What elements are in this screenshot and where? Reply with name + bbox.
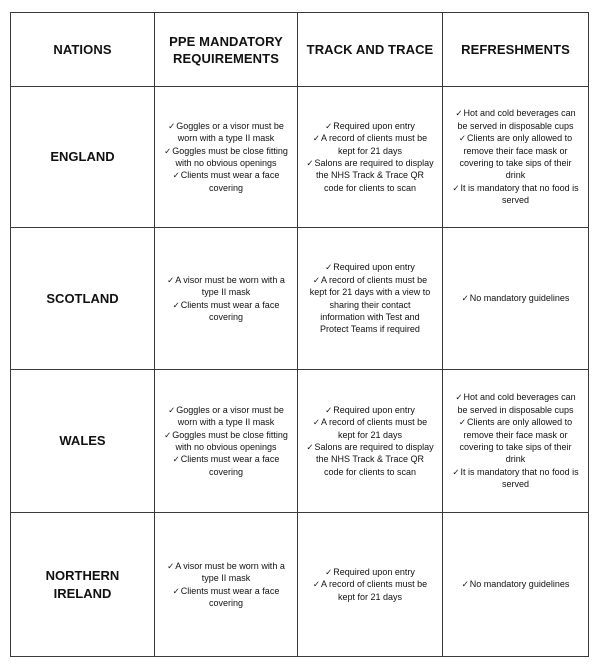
list-item <box>163 453 289 478</box>
list-item <box>306 404 434 416</box>
table-row-scotland <box>11 228 589 370</box>
refreshments-cell <box>443 228 589 370</box>
list-item <box>306 441 434 478</box>
list-item-text: Required upon entry <box>333 566 415 577</box>
refreshments-cell <box>443 87 589 228</box>
list-item-text: A record of clients must be kept for 21 days <box>321 417 428 440</box>
checkmark-icon: ✓ <box>172 299 180 310</box>
covid-salon-guidelines-table <box>10 12 589 657</box>
checkmark-icon: ✓ <box>461 579 469 590</box>
header-refreshments: REFRESHMENTS <box>443 13 589 87</box>
list-item <box>163 429 289 454</box>
list-item-text: Salons are required to display the NHS Track & Trace QR code for clients to scan <box>314 158 434 193</box>
header-track-and-trace: TRACK AND TRACE <box>298 13 443 87</box>
list-item-text: Clients must wear a face covering <box>180 299 280 322</box>
list-item <box>451 292 580 304</box>
checkmark-icon: ✓ <box>172 170 180 181</box>
list-item <box>306 566 434 578</box>
list-item-text: Goggles must be close fitting with no obvious openings <box>172 145 288 168</box>
list-item <box>306 578 434 603</box>
list-item <box>163 120 289 145</box>
list-item <box>163 274 289 299</box>
track-and-trace-cell <box>298 87 443 228</box>
refreshments-cell <box>443 370 589 513</box>
list-item-text: A record of clients must be kept for 21 days <box>321 133 428 156</box>
ppe-cell <box>155 370 298 513</box>
nation-cell: WALES <box>11 370 155 513</box>
list-item <box>163 585 289 610</box>
list-item-text: Salons are required to display the NHS Track & Trace QR code for clients to scan <box>314 442 434 477</box>
checkmark-icon: ✓ <box>312 579 321 590</box>
table-row-northern-ireland <box>11 513 589 657</box>
checkmark-icon: ✓ <box>452 182 460 193</box>
list-item-text: A record of clients must be kept for 21 days with a view to sharing their contact information with Test and Protect Teams if required <box>309 274 431 335</box>
checkmark-icon: ✓ <box>172 585 180 596</box>
list-item-text: Clients are only allowed to remove their face mask or covering to take sips of their drink <box>459 417 573 465</box>
list-item <box>163 169 289 194</box>
checkmark-icon: ✓ <box>167 274 175 285</box>
nation-cell: SCOTLAND <box>11 228 155 370</box>
list-item-text: It is mandatory that no food is served <box>460 466 579 490</box>
list-item-text: Required upon entry <box>333 120 415 131</box>
list-item <box>451 182 580 207</box>
list-item <box>451 466 580 491</box>
nation-cell: NORTHERN IRELAND <box>11 513 155 657</box>
list-item <box>451 578 580 590</box>
list-item <box>306 120 434 132</box>
list-item <box>451 107 580 132</box>
list-item-text: Goggles or a visor must be worn with a type II mask <box>176 404 284 428</box>
list-item-text: It is mandatory that no food is served <box>460 182 579 206</box>
list-item-text: A record of clients must be kept for 21 days <box>321 579 428 602</box>
checkmark-icon: ✓ <box>325 120 333 131</box>
track-and-trace-cell <box>298 370 443 513</box>
list-item-text: Goggles or a visor must be worn with a type II mask <box>176 120 284 144</box>
list-item-text: Goggles must be close fitting with no obvious openings <box>172 429 288 452</box>
list-item <box>451 416 580 466</box>
checkmark-icon: ✓ <box>168 120 176 131</box>
checkmark-icon: ✓ <box>452 466 460 477</box>
header-row <box>11 13 589 87</box>
checkmark-icon: ✓ <box>455 108 463 119</box>
list-item <box>451 391 580 416</box>
checkmark-icon: ✓ <box>312 417 321 428</box>
list-item-text: Clients are only allowed to remove their face mask or covering to take sips of their drink <box>459 133 573 181</box>
checkmark-icon: ✓ <box>461 293 469 304</box>
checkmark-icon: ✓ <box>312 274 321 285</box>
ppe-cell <box>155 513 298 657</box>
list-item <box>163 145 289 170</box>
list-item <box>451 132 580 182</box>
list-item-text: No mandatory guidelines <box>469 293 570 304</box>
checkmark-icon: ✓ <box>458 133 467 144</box>
checkmark-icon: ✓ <box>164 429 172 440</box>
checkmark-icon: ✓ <box>172 454 180 465</box>
track-and-trace-cell <box>298 513 443 657</box>
list-item <box>163 404 289 429</box>
checkmark-icon: ✓ <box>325 262 333 273</box>
checkmark-icon: ✓ <box>325 566 333 577</box>
list-item <box>306 132 434 157</box>
ppe-cell <box>155 228 298 370</box>
table-row-england <box>11 87 589 228</box>
list-item-text: Clients must wear a face covering <box>180 454 280 477</box>
checkmark-icon: ✓ <box>306 158 314 168</box>
ppe-cell <box>155 87 298 228</box>
list-item <box>306 157 434 194</box>
list-item-text: Clients must wear a face covering <box>180 170 280 193</box>
list-item <box>306 274 434 336</box>
list-item <box>306 416 434 441</box>
checkmark-icon: ✓ <box>312 133 321 144</box>
checkmark-icon: ✓ <box>306 442 314 452</box>
list-item <box>163 560 289 585</box>
list-item-text: Required upon entry <box>333 262 415 273</box>
track-and-trace-cell <box>298 228 443 370</box>
checkmark-icon: ✓ <box>164 145 172 156</box>
header-nations: NATIONS <box>11 13 155 87</box>
list-item-text: Hot and cold beverages can be served in disposable cups <box>457 108 576 131</box>
refreshments-cell <box>443 513 589 657</box>
list-item-text: Clients must wear a face covering <box>180 585 280 608</box>
checkmark-icon: ✓ <box>458 417 467 428</box>
header-ppe: PPE MANDATORY REQUIREMENTS <box>155 13 298 87</box>
checkmark-icon: ✓ <box>167 560 175 571</box>
checkmark-icon: ✓ <box>455 392 463 403</box>
nation-cell: ENGLAND <box>11 87 155 228</box>
checkmark-icon: ✓ <box>325 404 333 415</box>
checkmark-icon: ✓ <box>168 404 176 415</box>
list-item <box>163 299 289 324</box>
list-item-text: Required upon entry <box>333 404 415 415</box>
list-item-text: Hot and cold beverages can be served in disposable cups <box>457 392 576 415</box>
list-item-text: No mandatory guidelines <box>469 579 570 590</box>
list-item <box>306 261 434 273</box>
list-item-text: A visor must be worn with a type II mask <box>175 274 285 298</box>
table-row-wales <box>11 370 589 513</box>
list-item-text: A visor must be worn with a type II mask <box>175 560 285 584</box>
